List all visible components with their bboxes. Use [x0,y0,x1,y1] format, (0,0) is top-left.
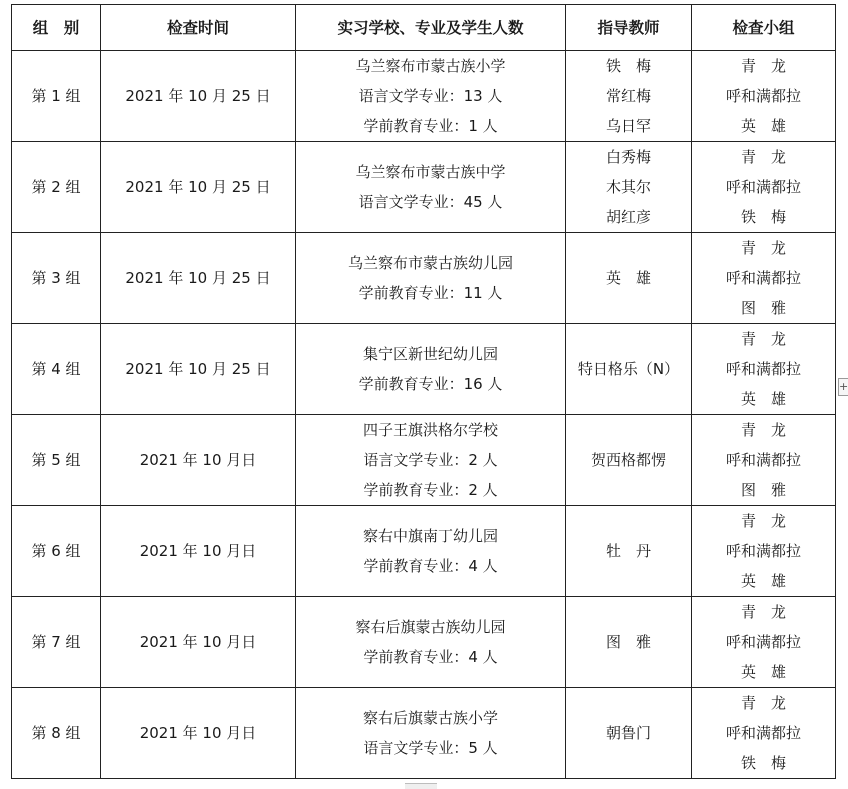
cell-time: 2021 年 10 月 25 日 [101,233,296,324]
cell-team-line: 英 雄 [740,390,786,408]
cell-mentor-line: 图 雅 [605,633,651,651]
header-team: 检查小组 [692,5,836,51]
cell-team-line: 呼和满都拉 [725,178,801,196]
cell-mentor [566,506,692,597]
cell-group: 第 2 组 [12,142,101,233]
cell-mentor-line: 铁 梅 [605,57,651,75]
cell-team-line: 青 龙 [740,512,786,530]
cell-school-line: 语言文学专业：5 人 [363,739,498,757]
cell-school-line: 乌兰察布市蒙古族中学 [355,163,506,181]
cell-group: 第 1 组 [12,51,101,142]
cell-mentor-line: 乌日罕 [605,117,651,135]
cell-mentor [566,233,692,324]
table-row [12,688,836,779]
cell-school [296,597,566,688]
cell-school-line: 察右后旗蒙古族幼儿园 [355,618,506,636]
cell-school-line: 学前教育专业：4 人 [363,557,498,575]
cell-team-line: 青 龙 [740,603,786,621]
cell-team-line: 铁 梅 [740,208,786,226]
cell-team-line: 英 雄 [740,117,786,135]
cell-school-line: 学前教育专业：11 人 [358,284,503,302]
cell-team-line: 呼和满都拉 [725,724,801,742]
table-header-row [12,5,836,51]
cell-team [692,597,836,688]
cell-time: 2021 年 10 月日 [101,597,296,688]
cell-mentor-line: 朝鲁门 [605,724,651,742]
cell-school [296,142,566,233]
cell-mentor-line: 特日格乐（N） [577,360,680,378]
cell-mentor [566,415,692,506]
cell-team [692,506,836,597]
table-row [12,324,836,415]
scroll-indicator [405,783,437,789]
cell-mentor-line: 贺西格都愣 [590,451,666,469]
cell-team-line: 呼和满都拉 [725,269,801,287]
cell-school-line: 乌兰察布市蒙古族小学 [355,57,506,75]
cell-mentor-line: 胡红彦 [605,208,651,226]
table-row [12,51,836,142]
cell-mentor [566,597,692,688]
cell-team-line: 青 龙 [740,57,786,75]
cell-team-line: 呼和满都拉 [725,87,801,105]
cell-mentor-line: 常红梅 [605,87,651,105]
cell-team-line: 铁 梅 [740,754,786,772]
cell-school [296,688,566,779]
cell-school-line: 语言文学专业：45 人 [358,193,503,211]
cell-team-line: 呼和满都拉 [725,451,801,469]
cell-team-line: 青 龙 [740,694,786,712]
cell-team-line: 英 雄 [740,572,786,590]
header-time: 检查时间 [101,5,296,51]
cell-school-line: 学前教育专业：2 人 [363,481,498,499]
cell-team-line: 呼和满都拉 [725,542,801,560]
cell-mentor [566,142,692,233]
cell-team-line: 呼和满都拉 [725,633,801,651]
cell-group: 第 6 组 [12,506,101,597]
cell-mentor [566,324,692,415]
cell-school-line: 语言文学专业：2 人 [363,451,498,469]
cell-school-line: 学前教育专业：4 人 [363,648,498,666]
cell-time: 2021 年 10 月 25 日 [101,142,296,233]
inspection-schedule-table [11,4,836,779]
cell-time: 2021 年 10 月日 [101,506,296,597]
cell-team-line: 青 龙 [740,148,786,166]
cell-team-line: 呼和满都拉 [725,360,801,378]
cell-team [692,142,836,233]
cell-mentor [566,688,692,779]
cell-team-line: 图 雅 [740,481,786,499]
cell-time: 2021 年 10 月日 [101,415,296,506]
cell-team [692,324,836,415]
table-row [12,142,836,233]
cell-school-line: 四子王旗洪格尔学校 [362,421,498,439]
cell-school [296,233,566,324]
cell-mentor-line: 英 雄 [605,269,651,287]
header-mentor: 指导教师 [566,5,692,51]
cell-school [296,51,566,142]
table-row [12,233,836,324]
cell-group: 第 8 组 [12,688,101,779]
cell-school [296,324,566,415]
cell-team-line: 青 龙 [740,330,786,348]
header-group: 组 别 [12,5,101,51]
cell-time: 2021 年 10 月 25 日 [101,324,296,415]
table-move-handle-icon[interactable]: + [838,378,848,396]
table-row [12,415,836,506]
cell-team [692,51,836,142]
table-row [12,597,836,688]
cell-school-line: 察右中旗南丁幼儿园 [362,527,498,545]
cell-group: 第 4 组 [12,324,101,415]
cell-school-line: 察右后旗蒙古族小学 [362,709,498,727]
cell-school-line: 学前教育专业：16 人 [358,375,503,393]
cell-team-line: 图 雅 [740,299,786,317]
cell-school-line: 乌兰察布市蒙古族幼儿园 [347,254,513,272]
cell-mentor [566,51,692,142]
cell-school [296,506,566,597]
cell-school-line: 学前教育专业：1 人 [363,117,498,135]
cell-school-line: 语言文学专业：13 人 [358,87,503,105]
cell-time: 2021 年 10 月 25 日 [101,51,296,142]
cell-group: 第 7 组 [12,597,101,688]
cell-time: 2021 年 10 月日 [101,688,296,779]
cell-team [692,415,836,506]
cell-team-line: 青 龙 [740,239,786,257]
cell-team [692,233,836,324]
cell-mentor-line: 白秀梅 [605,148,651,166]
cell-team-line: 青 龙 [740,421,786,439]
cell-mentor-line: 牡 丹 [605,542,651,560]
cell-school [296,415,566,506]
cell-group: 第 3 组 [12,233,101,324]
cell-mentor-line: 木其尔 [605,178,651,196]
cell-team [692,688,836,779]
cell-school-line: 集宁区新世纪幼儿园 [362,345,498,363]
header-school: 实习学校、专业及学生人数 [296,5,566,51]
table-row [12,506,836,597]
cell-group: 第 5 组 [12,415,101,506]
cell-team-line: 英 雄 [740,663,786,681]
